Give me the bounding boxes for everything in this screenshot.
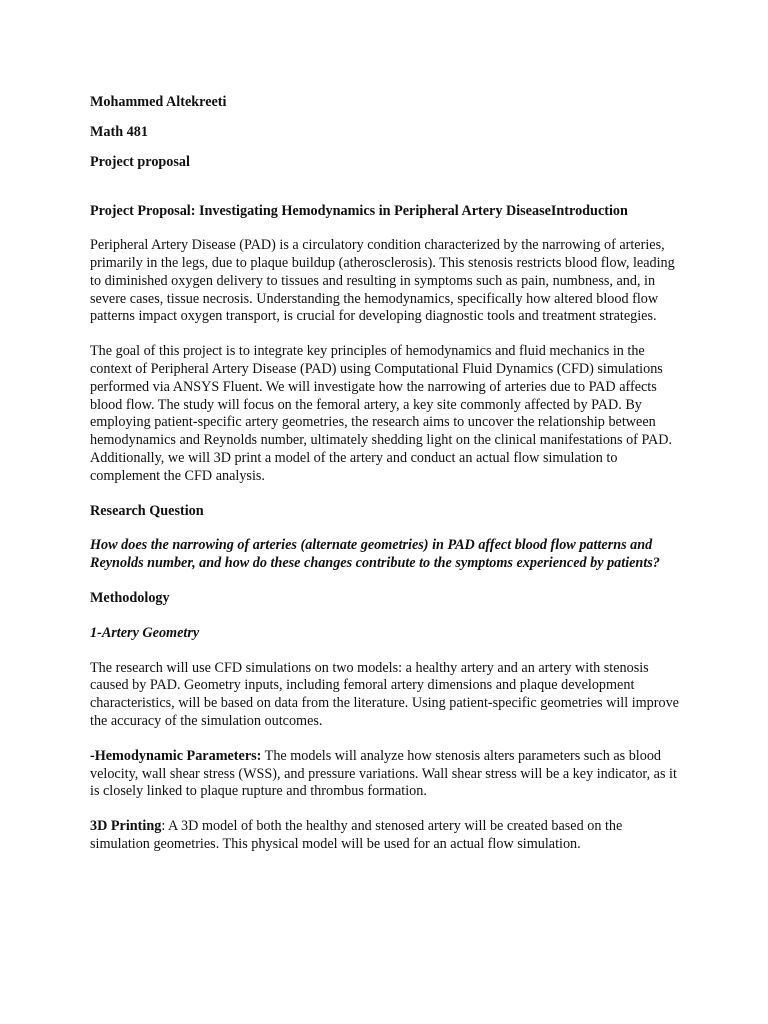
goal-paragraph: The goal of this project is to integrate key principles of hemodynamics and fluid mechanics in the context of Peripheral Artery Disease (PAD) using Computational Fluid Dynamics (CFD) simulations performed via ANSYS Fluent. We will investigate how the narrowing of arteries due to PAD affects blood flow. The study will focus on the femoral artery, a key site commonly affected by PAD. By employing patient-specific artery geometries, the research aims to uncover the relationship between hemodynamics and Reynolds number, ultimately shedding light on the clinical manifestations of PAD. Additionally, we will 3D print a model of the artery and conduct an actual flow simulation to complement the CFD analysis. <box>90 343 673 484</box>
course-name: Math 481 <box>90 123 148 140</box>
author-name: Mohammed Altekreeti <box>90 94 227 110</box>
document-title: Project Proposal: Investigating Hemodynamics in Peripheral Artery DiseaseIntroduction <box>90 203 628 220</box>
document-type: Project proposal <box>90 153 190 170</box>
hemodynamic-paragraph <box>90 748 680 801</box>
hemodynamic-text: The models will analyze how stenosis alters parameters such as blood velocity, wall shear stress (WSS), and pressure variations. Wall shear stress will be a key indicator, as it is closely linked to plaque rupture and thrombus formation. <box>90 747 677 800</box>
printing-paragraph <box>90 818 680 854</box>
intro-paragraph: Peripheral Artery Disease (PAD) is a circulatory condition characterized by the narrowing of arteries, primarily in the legs, due to plaque buildup (atherosclerosis). This stenosis restricts blood flow, leading to diminished oxygen delivery to tissues and resulting in symptoms such as pain, numbness, and, in severe cases, tissue necrosis. Understanding the hemodynamics, specifically how altered blood flow patterns impact oxygen transport, is crucial for developing diagnostic tools and treatment strategies. <box>90 237 675 325</box>
document-page <box>90 94 680 871</box>
methodology-heading: Methodology <box>90 589 170 606</box>
geometry-paragraph: The research will use CFD simulations on two models: a healthy artery and an artery with stenosis caused by PAD. Geometry inputs, including femoral artery dimensions and plaque development characteristics, will be based on data from the literature. Using patient-specific geometries will improve the accuracy of the simulation outcomes. <box>90 659 679 729</box>
printing-label: 3D Printing <box>90 818 162 835</box>
research-question-heading: Research Question <box>90 502 204 519</box>
artery-geometry-heading: 1-Artery Geometry <box>90 624 200 641</box>
research-question-text: How does the narrowing of arteries (alternate geometries) in PAD affect blood flow patterns and Reynolds number, and how do these changes contribute to the symptoms experienced by patients? <box>90 537 660 572</box>
printing-text: : A 3D model of both the healthy and stenosed artery will be created based on the simulation geometries. This physical model will be used for an actual flow simulation. <box>90 818 623 852</box>
hemodynamic-label: -Hemodynamic Parameters: <box>90 747 262 764</box>
